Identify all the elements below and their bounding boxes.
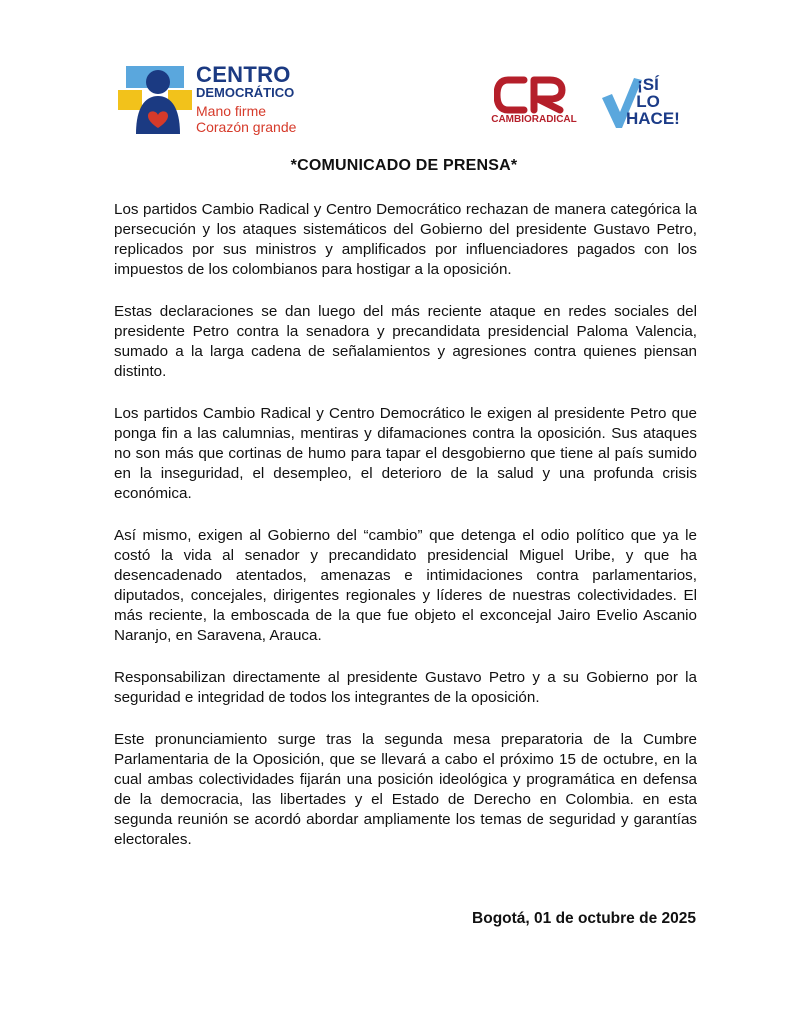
paragraph: Responsabilizan directamente al presidente Gustavo Petro y a su Gobierno por la seguridad e integridad de todos los integrantes de la oposición. <box>114 669 697 706</box>
place-and-date: Bogotá, 01 de octubre de 2025 <box>472 910 696 927</box>
centro-democratico-emblem-icon <box>118 62 192 134</box>
si-lo-hace-line2: LO <box>636 92 660 111</box>
paragraph: Los partidos Cambio Radical y Centro Democrático rechazan de manera categórica la persecución y los ataques sistemáticos del Gobierno del presidente Gustavo Petro, replicados por sus ministros y amplificados por influenciadores pagados con los impuestos de los colombianos para hostigar a la oposición. <box>114 201 697 278</box>
cambio-radical-logo <box>480 76 588 130</box>
cd-slogan-line1: Mano firme <box>196 103 267 119</box>
paragraph: Estas declaraciones se dan luego del más reciente ataque en redes sociales del presidente Petro contra la senadora y precandidata presidencial Paloma Valencia, sumado a la larga cadena de señalamientos y agresiones contra quienes piensan distinto. <box>114 303 697 380</box>
paragraph: Los partidos Cambio Radical y Centro Democrático le exigen al presidente Petro que ponga fin a las calumnias, mentiras y difamaciones contra la oposición. Sus ataques no son más que cortinas de humo para tapar el desgobierno que tiene al país sumido en la inseguridad, el desempleo, el deterioro de la salud y una profunda crisis económica. <box>114 405 697 502</box>
cambio-radical-name: CAMBIORADICAL <box>491 114 577 125</box>
cambio-radical-monogram-icon <box>494 76 566 114</box>
centro-democratico-logo <box>118 60 318 138</box>
si-lo-hace-line3: HACE! <box>626 109 680 128</box>
cd-slogan-line2: Corazón grande <box>196 119 297 135</box>
paragraph: Así mismo, exigen al Gobierno del “cambio” que detenga el odio político que ya le costó la vida al senador y precandidato presidencial Miguel Uribe, y que ha desencadenado atentados, amenazas e intimidaciones contra parlamentarios, diputados, concejales, dirigentes regionales y líderes de nuestras colectividades. El más reciente, la emboscada de la que fue objeto el exconcejal Jairo Evelio Ascanio Naranjo, en Saravena, Arauca. <box>114 527 697 644</box>
cd-name-line1: CENTRO <box>196 62 291 87</box>
cd-name-line2: DEMOCRÁTICO <box>196 85 295 100</box>
press-release-title: *COMUNICADO DE PRENSA* <box>290 157 518 174</box>
si-lo-hace-logo <box>600 72 680 132</box>
si-lo-hace-line1: ¡SÍ <box>637 75 659 94</box>
press-release-body <box>114 200 697 872</box>
paragraph: Este pronunciamiento surge tras la segunda mesa preparatoria de la Cumbre Parlamentaria de la Oposición, que se llevará a cabo el próximo 15 de octubre, en la cual ambas colectividades fijarán una posición ideológica y programática en defensa de la democracia, las libertades y el Estado de Derecho en Colombia. en esta segunda reunión se acordó abordar ampliamente los temas de seguridad y garantías electorales. <box>114 731 697 848</box>
